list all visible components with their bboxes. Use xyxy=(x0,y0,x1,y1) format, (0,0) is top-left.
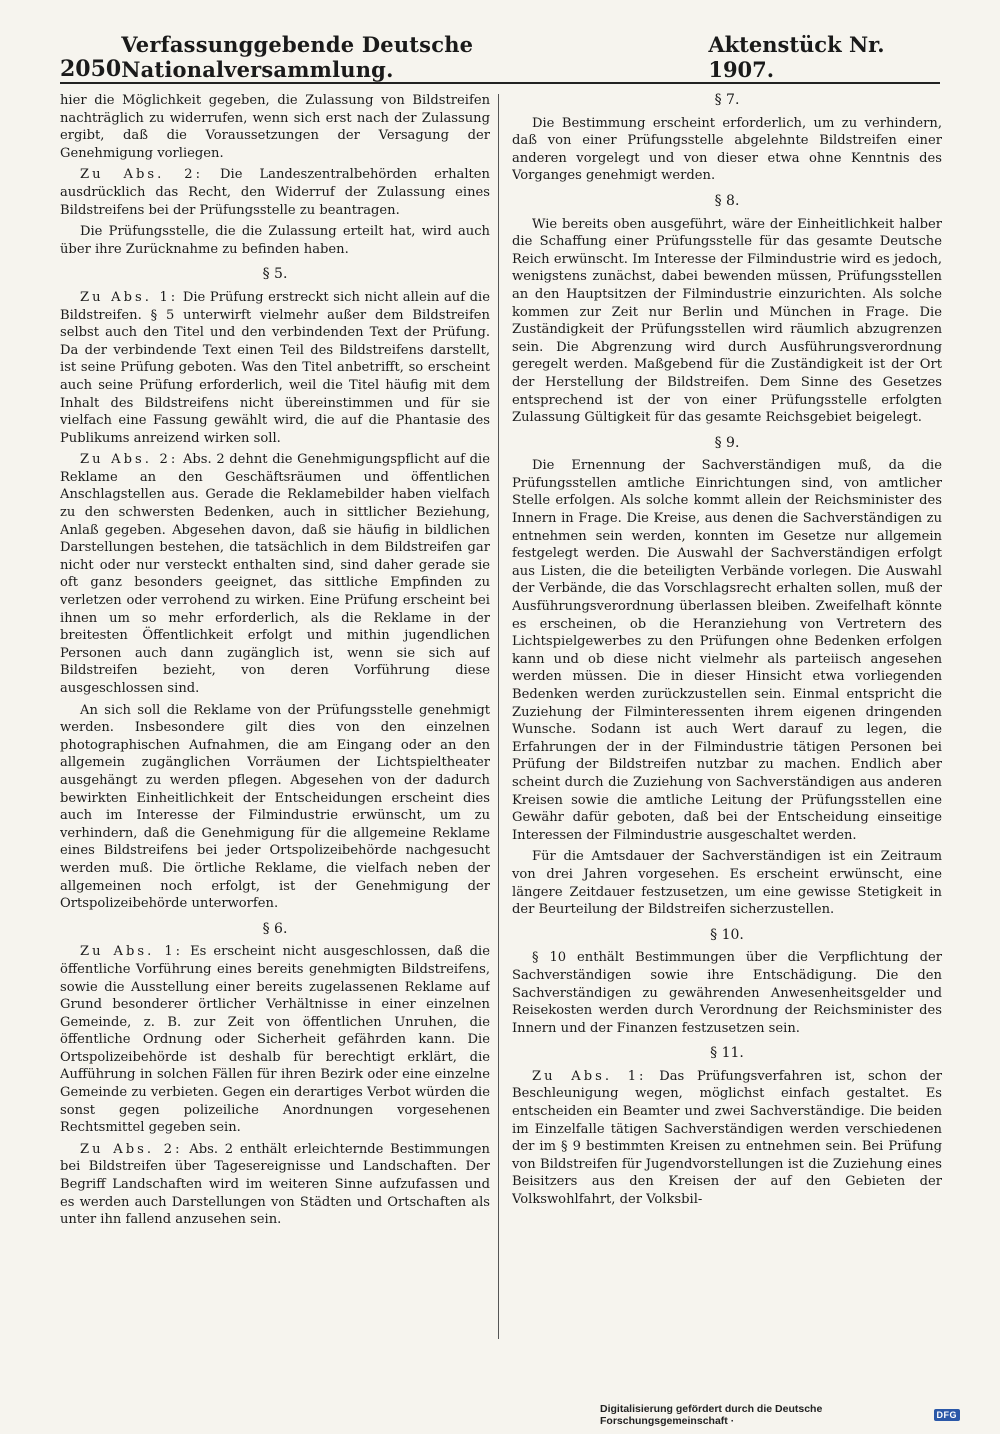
section-heading-8: § 8. xyxy=(714,192,740,209)
document-number: Aktenstück Nr. 1907. xyxy=(708,32,885,82)
paragraph: Die Ernennung der Sachverständigen muß, da die Prüfungsstellen amtliche Einrichtungen sind, von amtlicher Stelle erfolgen. Als solche kommt allein der Reichsminister des Innern in Frage. Die Kreise, aus denen die Sachverständigen zu entnehmen sein werden, konnten im Gesetze nur allgemein festgelegt werden. Die Auswahl der Sachverständigen erfolgt aus Listen, die die beteiligten Verbände vorlegen. Die Auswahl der Verbände, die das Vorschlagsrecht erhalten sollen, muß der Ausführungsverordnung überlassen bleiben. Zweifelhaft könnte es erscheinen, ob die Heranziehung von Vertretern des Lichtspielgewerbes zu den Prüfungen ohne Bedenken erfolgen kann und ob diese nicht vielmehr als parteiisch angesehen werden müssen. Die in dieser Hinsicht etwa vorliegenden Bedenken werden zurückzustellen sein. Einmal entspricht die Zuziehung der Filminteressenten ihrem eigenen dringenden Wunsche. Sodann ist auch Wert darauf zu legen, die Erfahrungen der in der Filmindustrie tätigen Personen bei Prüfung der Bildstreifen nutzbar zu machen. Endlich aber scheint durch die Zuziehung von Sachverständigen aus anderen Kreisen sowie die amtliche Leitung der Prüfungsstellen eine Gewähr dafür geboten, daß bei der Entscheidung einseitige Interessen der Filmindustrie ausgeschaltet werden. xyxy=(512,458,942,843)
paragraph-text: Es erscheint nicht ausgeschlossen, daß die öffentliche Vorführung eines bereits genehmigten Bildstreifens, sowie die Ausstellung einer bereits zugelassenen Reklame auf Grund besonderer örtlicher Verhältnisse in einer einzelnen Gemeinde, z. B. zur Zeit von öffentlichen Unruhen, die öffentliche Ordnung oder Sicherheit gefährden kann. Die Ortspolizeibehörde ist deshalb für berechtigt erklärt, die Aufführung in solchen Fällen für ihren Bezirk oder eine einzelne Gemeinde zu verbieten. Gegen ein derartiges Verbot würden die sonst gegen polizeiliche Anordnungen vorgesehenen Rechtsmittel gegeben sein. xyxy=(60,944,490,1136)
section-heading-6: § 6. xyxy=(262,920,288,937)
paragraph-lead: Zu Abs. 1: xyxy=(80,944,184,960)
paragraph-lead: Zu Abs. 2: xyxy=(80,1141,183,1157)
paragraph-text: Das Prüfungsverfahren ist, schon der Beschleunigung wegen, möglichst einfach gestaltet. Es entscheiden ein Beamter und zwei Sachverständige. Die beiden im Einzelfalle tätigen Sachverständigen werden verschiedenen der im § 9 bestimmten Kreisen zu entnehmen sein. Bei Prüfung von Bildstreifen für Jugendvorstellungen ist die Zuziehung eines Beisitzers aus den Kreisen der auf den Gebieten der Volkswohlfahrt, der Volksbil- xyxy=(512,1068,942,1208)
paragraph-text: Abs. 2 dehnt die Genehmigungspflicht auf die Reklame an den Geschäftsräumen und öffentlichen Anschlagstellen aus. Gerade die Reklamebilder haben vielfach zu den schwersten Bedenken, auch in sittlicher Beziehung, Anlaß gegeben. Abgesehen davon, daß sie häufig in bildlichen Darstellungen bestehen, die tatsächlich in dem Bildstreifen gar nicht oder nur versteckt enthalten sind, sind daher gerade sie oft ganz besonders geeignet, das sittliche Empfinden zu verletzen oder verrohend zu wirken. Eine Prüfung erscheint bei ihnen um so mehr erforderlich, als die Reklame in der breitesten Öffentlichkeit erfolgt und mithin jugendlichen Personen auch dann zugänglich ist, wenn sie sich auf Bildstreifen bezieht, von deren Vorführung diese ausgeschlossen sind. xyxy=(60,452,490,696)
paragraph-lead: Zu Abs. 2: xyxy=(80,452,179,468)
credit-text: Digitalisierung gefördert durch die Deutsche Forschungsgemeinschaft · xyxy=(600,1403,823,1427)
paragraph xyxy=(60,451,490,697)
paragraph xyxy=(60,289,490,447)
paragraph: § 10 enthält Bestimmungen über die Verpflichtung der Sachverständigen sowie ihre Entschädigung. Die den Sachverständigen zu gewährenden Anwesenheitsgelder und Reisekosten werden durch Verordnung der Reichsminister des Innern und der Finanzen festzusetzen sein. xyxy=(512,950,942,1036)
paragraph-lead: Zu Abs. 1: xyxy=(80,289,179,305)
paragraph: Für die Amtsdauer der Sachverständigen ist ein Zeitraum von drei Jahren vorgesehen. Es erscheint erwünscht, eine längere Zeitdauer festzusetzen, um eine gewisse Stetigkeit in der Beurteilung der Bildstreifen sicherzustellen. xyxy=(512,849,942,918)
paragraph-text: Die Landeszentralbehörden erhalten ausdrücklich das Recht, den Widerruf der Zulassung eines Bildstreifens bei der Prüfungsstelle zu beantragen. xyxy=(60,167,490,218)
paragraph: Wie bereits oben ausgeführt, wäre der Einheitlichkeit halber die Schaffung einer Prüfungsstelle für das gesamte Deutsche Reich erwünscht. Im Interesse der Filmindustrie wird es jedoch, wenigstens zunächst, dabei bewenden müssen, Prüfungsstellen an den Hauptsitzen der Filmindustrie einzurichten. Als solche kommen zur Zeit nur Berlin und München in Frage. Die Zuständigkeit der Prüfungsstellen wird räumlich abzugrenzen sein. Die Abgrenzung wird durch Ausführungsverordnung geregelt werden. Maßgebend für die Zuständigkeit ist der Ort der Herstellung der Bildstreifen. Dem Sinne des Gesetzes entsprechend ist der von einer Prüfungsstelle erfolgten Zulassung Gültigkeit für das gesamte Reichsgebiet beigelegt. xyxy=(512,216,942,426)
section-heading-7: § 7. xyxy=(714,92,740,108)
dfg-logo: DFG xyxy=(934,1409,961,1421)
paragraph: Die Prüfungsstelle, die die Zulassung erteilt hat, wird auch über ihre Zurücknahme zu befinden haben. xyxy=(60,224,490,257)
paragraph xyxy=(512,1068,942,1209)
paragraph-lead: Zu Abs. 1: xyxy=(532,1068,647,1084)
page-title: Verfassunggebende Deutsche Nationalversammlung. xyxy=(121,32,474,82)
page-number: 2050 xyxy=(60,56,122,82)
paragraph: Die Bestimmung erscheint erforderlich, um zu verhindern, daß von einer Prüfungsstelle abgelehnte Bildstreifen einer anderen vorgelegt und von dieser etwa ohne Kenntnis des Vorganges genehmigt werden. xyxy=(512,115,942,184)
paragraph-lead: Zu Abs. 2: xyxy=(80,167,203,183)
digitization-credit xyxy=(600,1403,960,1427)
paragraph xyxy=(60,943,490,1137)
paragraph-text: Die Prüfung erstreckt sich nicht allein auf die Bildstreifen. § 5 unterwirft vielmehr außer dem Bildstreifen selbst auch den Titel und den verbindenden Text der Prüfung. Da der verbindende Text einen Teil des Bildstreifens darstellt, ist seine Prüfung geboten. Was den Titel anbetrifft, so erscheint auch seine Prüfung erforderlich, weil die Titel häufig mit dem Inhalt des Bildstreifens nicht übereinstimmen und für sie vielfach eine Fassung gewählt wird, die auf die Phantasie des Publikums anreizend wirken soll. xyxy=(60,289,490,446)
paragraph: An sich soll die Reklame von der Prüfungsstelle genehmigt werden. Insbesondere gilt dies von den einzelnen photographischen Aufnahmen, die am Eingang oder an den allgemein zugänglichen Vorräumen der Lichtspieltheater ausgehängt zu werden pflegen. Abgesehen von der dadurch bewirkten Einheitlichkeit der Entscheidungen erscheint dies auch im Interesse der Filmindustrie erwünscht, um zu verhindern, daß die Genehmigung für die allgemeine Reklame eines Bildstreifens bei jeder Ortspolizeibehörde nachgesucht werden muß. Die örtliche Reklame, die vielfach neben der allgemeinen noch erfolgt, ist der Genehmigung der Ortspolizeibehörde unterworfen. xyxy=(60,702,490,912)
left-column xyxy=(60,92,490,1347)
section-heading-11: § 11. xyxy=(710,1045,744,1062)
column-divider xyxy=(498,94,499,1339)
paragraph xyxy=(60,166,490,219)
paragraph: hier die Möglichkeit gegeben, die Zulassung von Bildstreifen nachträglich zu widerrufen, wenn sich erst nach der Zulassung ergibt, daß die Voraussetzungen der Versagung der Genehmigung vorliegen. xyxy=(60,93,490,161)
paragraph-text: Abs. 2 enthält erleichternde Bestimmungen bei Bildstreifen über Tagesereignisse und Landschaften. Der Begriff Landschaften wird im weiteren Sinne aufzufassen und es werden auch Darstellungen von Städten und Ortschaften als unter ihn fallend anzusehen sein. xyxy=(60,1141,490,1228)
right-column xyxy=(512,92,942,1347)
section-heading-10: § 10. xyxy=(710,926,744,943)
page-header xyxy=(60,32,940,84)
section-heading-9: § 9. xyxy=(714,434,740,451)
paragraph xyxy=(60,1141,490,1229)
section-heading-5: § 5. xyxy=(262,266,288,283)
